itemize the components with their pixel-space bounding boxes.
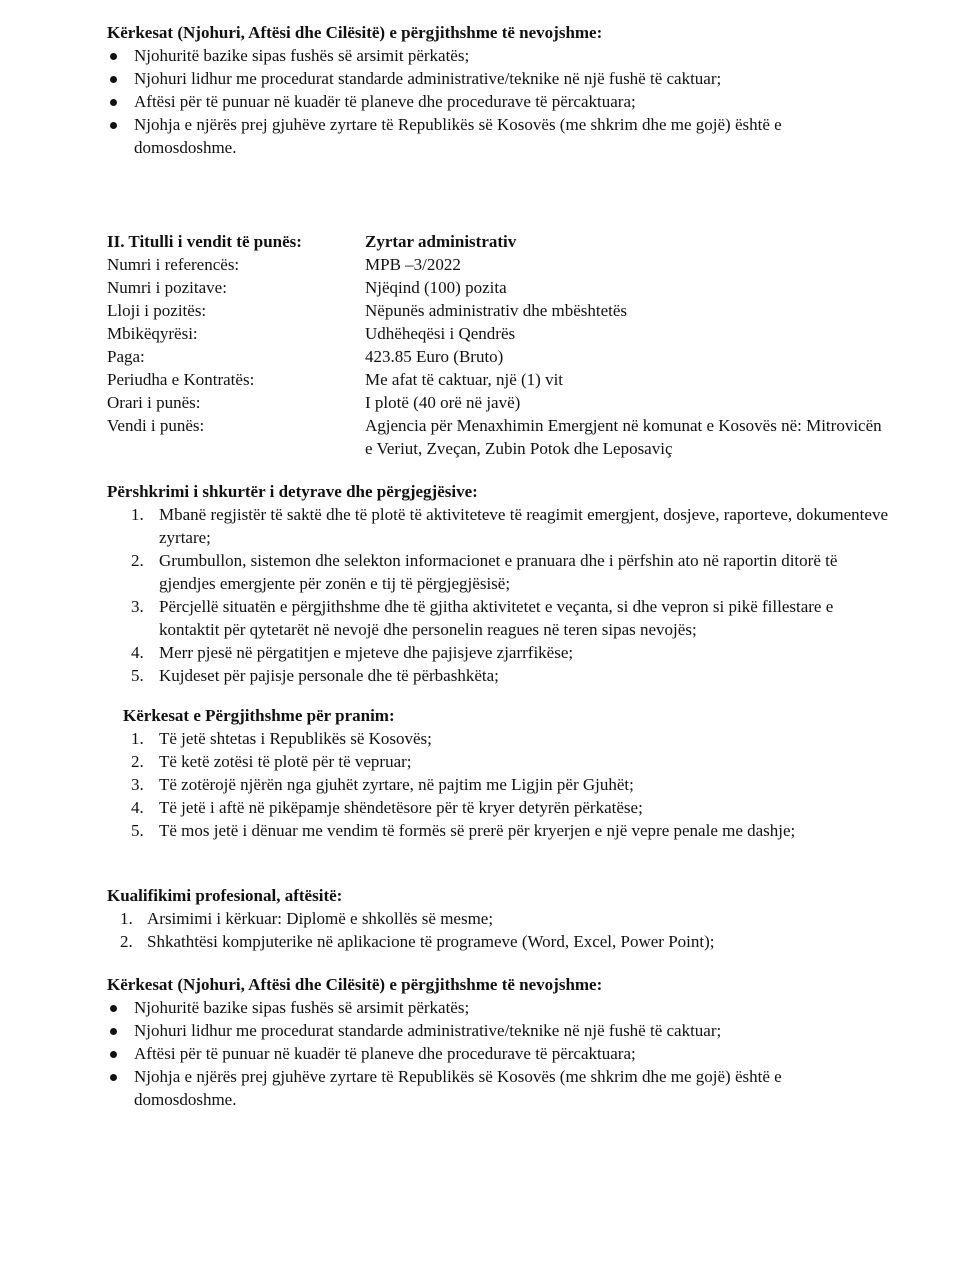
job-info-row: Orari i punës: I plotë (40 orë në javë) xyxy=(107,393,521,412)
duty-item: 1. Mbanë regjistër të saktë dhe të plotë të aktiviteteve të reagimit emergjent, dosjeve, raporteve, dokumenteve zyrtare; xyxy=(131,505,888,547)
duties-list xyxy=(131,503,891,687)
job-info-row: Numri i pozitave: Njëqind (100) pozita xyxy=(107,278,507,297)
general-requirements-heading: Kërkesat e Përgjithshme për pranim: xyxy=(123,706,395,725)
bullet-icon xyxy=(110,1005,117,1012)
bullet-icon xyxy=(110,1051,117,1058)
job-info-row: Mbikëqyrësi: Udhëheqësi i Qendrës xyxy=(107,324,516,343)
job-info-row: Paga: 423.85 Euro (Bruto) xyxy=(107,347,504,366)
bullet-item: Njohuri lidhur me procedurat standarde administrative/teknike në një fushë të caktuar; xyxy=(107,67,887,90)
bullet-icon xyxy=(110,1028,117,1035)
bullet-item: Aftësi për të punuar në kuadër të planeve dhe procedurave të përcaktuara; xyxy=(107,1042,887,1065)
bullet-item: Njohuritë bazike sipas fushës së arsimit përkatës; xyxy=(107,44,887,67)
requirement-item: 2. Të ketë zotësi të plotë për të vepruar; xyxy=(131,752,412,771)
bullet-item: Aftësi për të punuar në kuadër të planeve dhe procedurave të përcaktuara; xyxy=(107,90,887,113)
bullet-icon xyxy=(110,76,117,83)
bullet-item: Njohja e njërës prej gjuhëve zyrtare të Republikës së Kosovës (me shkrim dhe me gojë) është e domosdoshme. xyxy=(107,113,887,159)
requirement-item: 4. Të jetë i aftë në pikëpamje shëndetësore për të kryer detyrën përkatëse; xyxy=(131,798,643,817)
requirements-heading-top: Kërkesat (Njohuri, Aftësi dhe Cilësitë) e përgjithshme të nevojshme: xyxy=(107,23,603,42)
duties-heading: Përshkrimi i shkurtër i detyrave dhe përgjegjësive: xyxy=(107,482,478,501)
bullet-icon xyxy=(110,53,117,60)
job-title-value: Zyrtar administrativ xyxy=(365,232,517,251)
duty-item: 3. Përcjellë situatën e përgjithshme dhe të gjitha aktivitetet e veçanta, si dhe vepron si pikë fillestare e kontaktit për qytetarët në nevojë dhe personelin reagues në teren sipas nevojës; xyxy=(131,597,834,639)
bullet-icon xyxy=(110,122,117,129)
job-title-label: II. Titulli i vendit të punës: xyxy=(107,232,302,251)
job-info-row: Periudha e Kontratës: Me afat të caktuar, një (1) vit xyxy=(107,370,564,389)
requirement-item: 1. Të jetë shtetas i Republikës së Kosovës; xyxy=(131,729,432,748)
job-info-table xyxy=(107,230,907,460)
requirement-item: 5. Të mos jetë i dënuar me vendim të formës së prerë për kryerjen e një vepre penale me dashje; xyxy=(131,821,796,840)
bullet-item: Njohuritë bazike sipas fushës së arsimit përkatës; xyxy=(107,996,887,1019)
job-info-row: Numri i referencës: MPB –3/2022 xyxy=(107,255,461,274)
requirements-heading-bottom: Kërkesat (Njohuri, Aftësi dhe Cilësitë) e përgjithshme të nevojshme: xyxy=(107,975,603,994)
requirements-list-bottom xyxy=(107,996,887,1111)
bullet-item: Njohja e njërës prej gjuhëve zyrtare të Republikës së Kosovës (me shkrim dhe me gojë) është e domosdoshme. xyxy=(107,1065,887,1111)
bullet-item: Njohuri lidhur me procedurat standarde administrative/teknike në një fushë të caktuar; xyxy=(107,1019,887,1042)
bullet-icon xyxy=(110,1074,117,1081)
duty-item: 4. Merr pjesë në përgatitjen e mjeteve dhe pajisjeve zjarrfikëse; xyxy=(131,643,574,662)
general-requirements-list xyxy=(131,727,851,842)
qualification-heading: Kualifikimi profesional, aftësitë: xyxy=(107,886,343,905)
qualification-item: 2. Shkathtësi kompjuterike në aplikacione të programeve (Word, Excel, Power Point); xyxy=(120,932,715,951)
job-info-row: Vendi i punës: Agjencia për Menaxhimin Emergjent në komunat e Kosovës në: Mitrovicën e Veriut, Zveçan, Zubin Potok dhe Leposaviç xyxy=(107,416,882,458)
duty-item: 2. Grumbullon, sistemon dhe selekton informacionet e pranuara dhe i përfshin ato në raportin ditorë të gjendjes emergjente për zonën e tij të përgjegjësisë; xyxy=(131,551,838,593)
requirements-list-top xyxy=(107,44,887,159)
duty-item: 5. Kujdeset për pajisje personale dhe të përbashkëta; xyxy=(131,666,499,685)
job-title-row xyxy=(107,230,907,253)
bullet-icon xyxy=(110,99,117,106)
job-info-row: Lloji i pozitës: Nëpunës administrativ dhe mbështetës xyxy=(107,301,628,320)
requirement-item: 3. Të zotërojë njërën nga gjuhët zyrtare, në pajtim me Ligjin për Gjuhët; xyxy=(131,775,634,794)
qualification-list xyxy=(120,907,900,953)
qualification-item: 1. Arsimimi i kërkuar: Diplomë e shkollës së mesme; xyxy=(120,909,494,928)
